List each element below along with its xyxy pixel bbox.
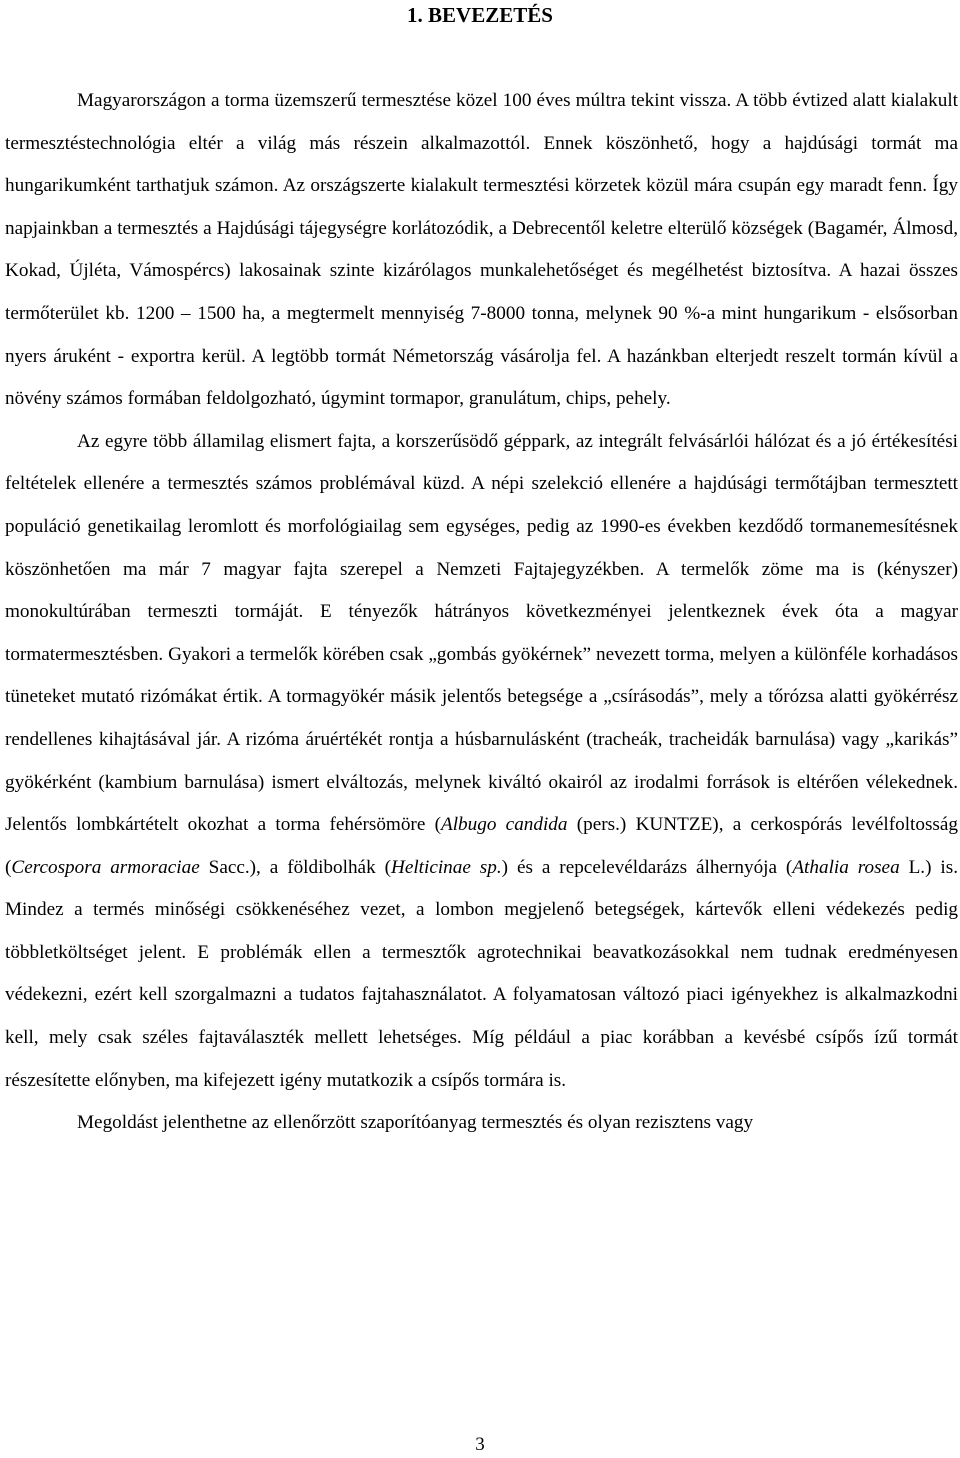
text-run: ) és a repcelevéldarázs álhernyója ( <box>501 856 793 878</box>
paragraph-1 <box>5 80 958 421</box>
species-name-albugo: Albugo candida <box>440 814 568 836</box>
text-run: Magyarországon a torma üzemszerű termesztése közel 100 éves múltra tekint vissza. A több évtized alatt kialakult termesztéstechnológia eltér a világ más részein alkalmazottól. Ennek köszönhető, hogy a hajdúsági tormát ma hungarikumként tarthatjuk számon. Az országszerte kialakult termesztési körzetek közül mára csupán egy maradt fenn. Így napjainkban a termesztés a Hajdúsági tájegységre korlátozódik, a Debrecentől keletre elterülő községek (Bagamér, Álmosd, Kokad, Újléta, Vámospércs) lakosainak szinte kizárólagos munkalehetőséget és megélhetést biztosítva. A hazai összes termőterület kb. 1200 – 1500 ha, a megtermelt mennyiség 7-8000 tonna, melynek 90 %-a mint hungarikum - elsősorban nyers áruként - exportra kerül. A legtöbb tormát Németország vásárolja fel. A hazánkban elterjedt reszelt tormán kívül a növény számos formában feldolgozható, úgymint tormapor, granulátum, chips, pehely. <box>5 90 958 410</box>
species-name-helticinae: Helticinae sp. <box>390 856 502 878</box>
body-text <box>5 80 958 1145</box>
paragraph-3 <box>5 1102 958 1145</box>
text-run: (pers.) KUNTZE), a cerkospórás levélfoltosság ( <box>5 814 959 878</box>
page-number: 3 <box>475 1434 485 1455</box>
text-run: Sacc.), a földibolhák ( <box>199 856 391 878</box>
text-run: L.) is. Mindez a termés minőségi csökkenéséhez vezet, a lombon megjelenő betegségek, kártevők elleni védekezés pedig többletköltséget jelent. E problémák ellen a termesztők agrotechnikai beavatkozásokkal nem tudnak eredményesen védekezni, ezért kell szorgalmazni a tudatos fajtahasználatot. A folyamatosan változó piaci igényekhez is alkalmazkodni kell, mely csak széles fajtaválaszték mellett lehetséges. Míg például a piac korábban a kevésbé csípős ízű tormát részesítette előnyben, ma kifejezett igény mutatkozik a csípős tormára is. <box>5 856 959 1091</box>
text-run: Megoldást jelenthetne az ellenőrzött szaporítóanyag termesztés és olyan rezisztens vagy <box>77 1112 754 1134</box>
species-name-athalia: Athalia rosea <box>792 856 900 878</box>
species-name-cercospora: Cercospora armoraciae <box>11 856 200 878</box>
paragraph-2 <box>5 421 958 1103</box>
chapter-heading: 1. BEVEZETÉS <box>407 3 553 27</box>
text-run: Az egyre több államilag elismert fajta, a korszerűsödő géppark, az integrált felvásárlói hálózat és a jó értékesítési feltételek ellenére a termesztés számos problémával küzd. A népi szelekció ellenére a hajdúsági termőtájban termesztett populáció genetikailag leromlott és morfológiailag sem egységes, pedig az 1990-es években kezdődő tormanemesítésnek köszönhetően ma már 7 magyar fajta szerepel a Nemzeti Fajtajegyzékben. A termelők zöme ma is (kényszer) monokultúrában termeszti tormáját. E tényezők hátrányos következményei jelentkeznek évek óta a magyar tormatermesztésben. Gyakori a termelők körében csak „gombás gyökérnek” nevezett torma, melyen a különféle korhadásos tüneteket mutató rizómákat értik. A tormagyökér másik jelentős betegsége a „csírásodás”, mely a tőrózsa alatti gyökérrész rendellenes kihajtásával jár. A rizóma áruértékét rontja a húsbarnulásként (tracheák, tracheidák barnulása) vagy „karikás” gyökérként (kambium barnulása) ismert elváltozás, melynek kiváltó okairól az irodalmi források is eltérően vélekednek. Jelentős lombkártételt okozhat a torma fehérsömöre ( <box>5 430 958 836</box>
